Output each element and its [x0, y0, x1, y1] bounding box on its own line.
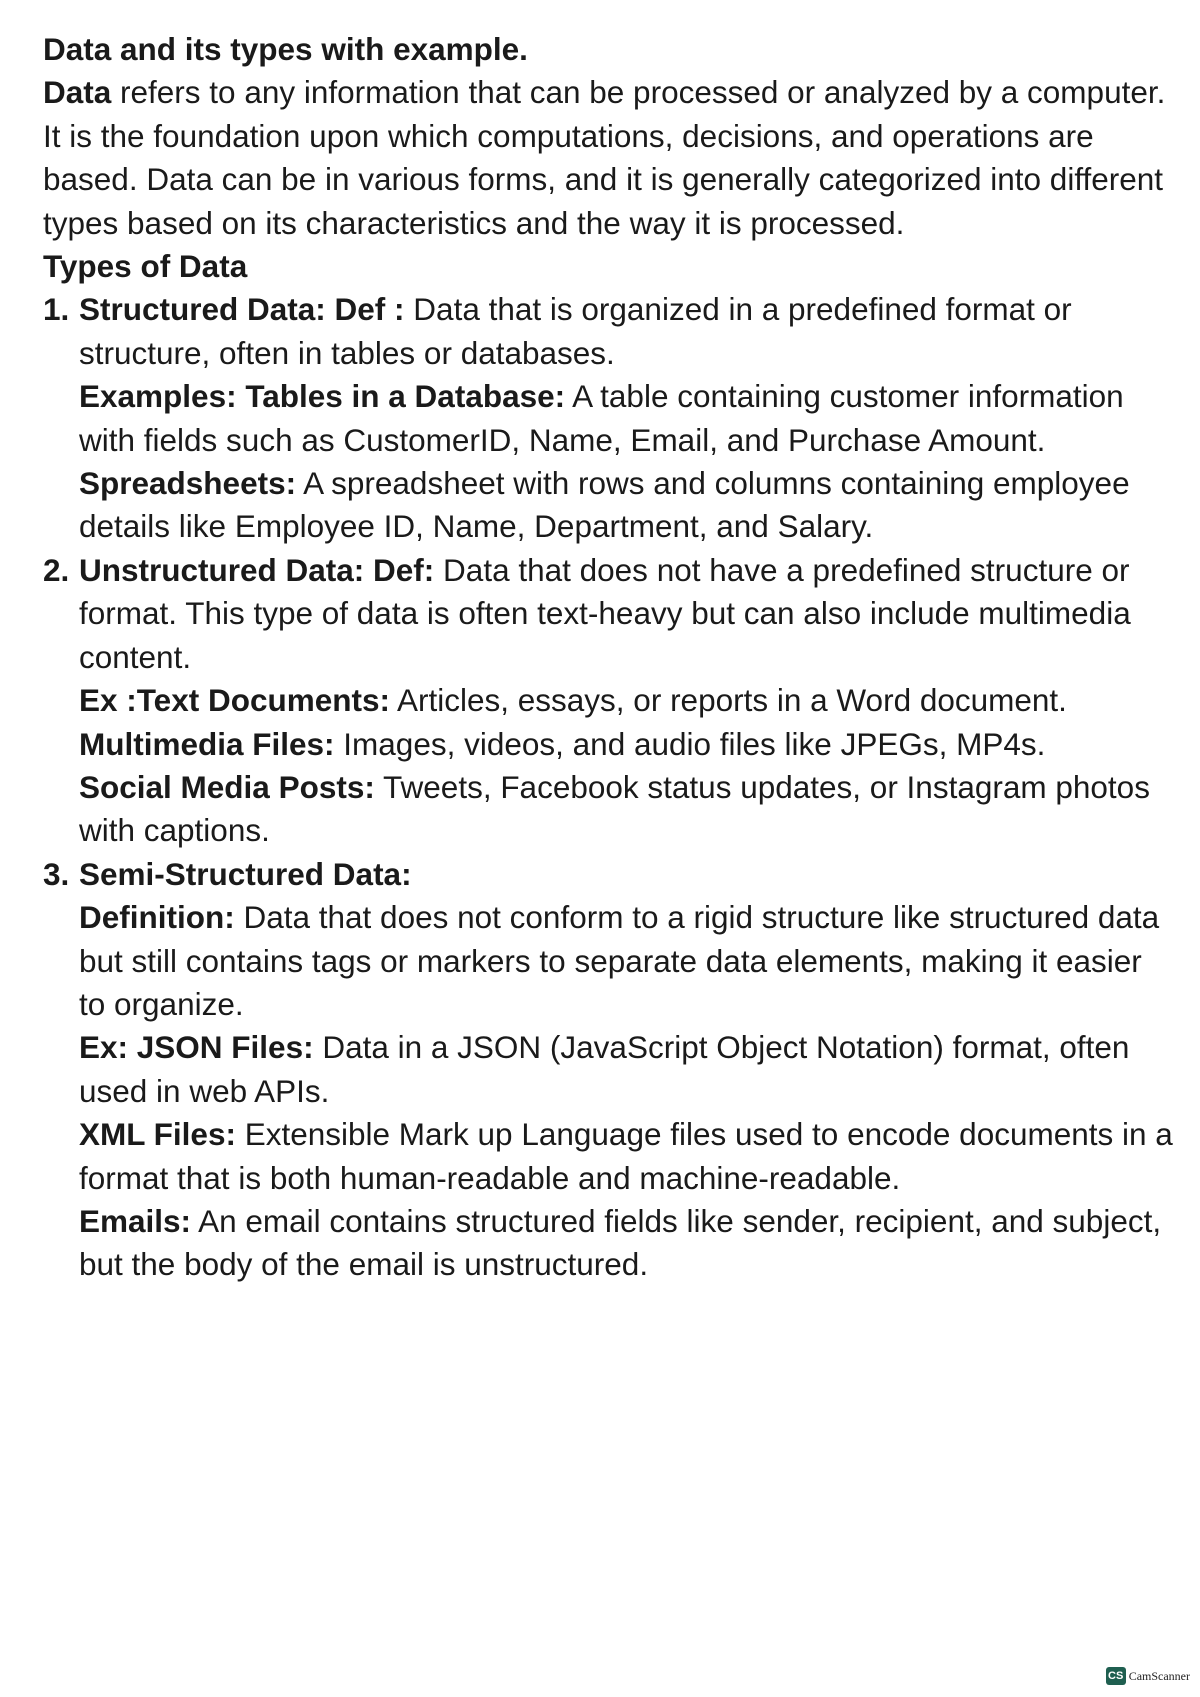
type-definition [79, 549, 1173, 679]
document-page [43, 28, 1173, 1287]
type-example [79, 1113, 1173, 1200]
type-example [79, 723, 1173, 766]
type-definition [79, 288, 1173, 375]
document-title: Data and its types with example. [43, 31, 528, 67]
example-text: A spreadsheet with rows and columns containing employee details like Employee ID, Name, Department, and Salary. [79, 465, 1130, 545]
type-heading-label: Semi-Structured Data: [79, 855, 412, 892]
type-example [79, 679, 1173, 722]
list-number: 2. [43, 551, 70, 588]
type-example [79, 1026, 1173, 1113]
type-definition [79, 896, 1173, 1026]
example-text: Extensible Mark up Language files used to encode documents in a format that is both human-readable and machine-readable. [79, 1116, 1173, 1196]
camscanner-watermark [1106, 1667, 1190, 1685]
type-example [79, 1200, 1173, 1287]
camscanner-logo-icon: CS [1106, 1667, 1126, 1685]
definition-label: Unstructured Data: Def: [79, 551, 435, 588]
type-example [79, 462, 1173, 549]
definition-label: Structured Data: Def : [79, 291, 405, 328]
definition-text: Data that does not have a predefined structure or format. This type of data is often text-heavy but can also include multimedia content. [79, 551, 1131, 675]
type-example [79, 375, 1173, 462]
example-label: Emails: [79, 1202, 192, 1239]
types-list [43, 288, 1173, 1286]
list-number: 1. [43, 291, 70, 328]
list-number: 3. [43, 855, 70, 892]
example-label: Spreadsheets: [79, 465, 297, 502]
definition-label: Definition: [79, 899, 235, 936]
type-example [79, 766, 1173, 853]
type-item-semi-structured [43, 853, 1173, 1287]
example-text: A table containing customer information with fields such as CustomerID, Name, Email, and Purchase Amount. [79, 378, 1124, 458]
types-heading: Types of Data [43, 248, 248, 285]
example-text: Images, videos, and audio files like JPEGs, MP4s. [334, 725, 1046, 762]
example-label: Examples: Tables in a Database: [79, 378, 566, 415]
example-label: Multimedia Files: [79, 725, 335, 762]
camscanner-text: CamScanner [1128, 1668, 1190, 1683]
type-heading [79, 853, 1173, 896]
example-text: Data in a JSON (JavaScript Object Notation) format, often used in web APIs. [79, 1029, 1130, 1109]
example-label: XML Files: [79, 1116, 236, 1153]
definition-text: Data that is organized in a predefined format or structure, often in tables or databases. [79, 291, 1072, 371]
example-label: Ex :Text Documents: [79, 682, 390, 719]
intro-paragraph [43, 71, 1173, 245]
example-text: Articles, essays, or reports in a Word document. [389, 682, 1067, 719]
example-text: Tweets, Facebook status updates, or Instagram photos with captions. [79, 768, 1150, 849]
intro-term: Data [43, 74, 112, 111]
type-item-structured [43, 288, 1173, 548]
example-text: An email contains structured fields like sender, recipient, and subject, but the body of the email is unstructured. [79, 1202, 1162, 1283]
example-label: Social Media Posts: [79, 768, 375, 805]
intro-text: refers to any information that can be processed or analyzed by a computer. It is the foundation upon which computations, decisions, and operations are based. Data can be in various forms, and it is generally categorized into different types based on its characteristics and the way it is processed. [43, 74, 1166, 241]
definition-text: Data that does not conform to a rigid structure like structured data but still contains tags or markers to separate data elements, making it easier to organize. [79, 899, 1160, 1022]
type-item-unstructured [43, 549, 1173, 853]
example-label: Ex: JSON Files: [79, 1029, 314, 1066]
